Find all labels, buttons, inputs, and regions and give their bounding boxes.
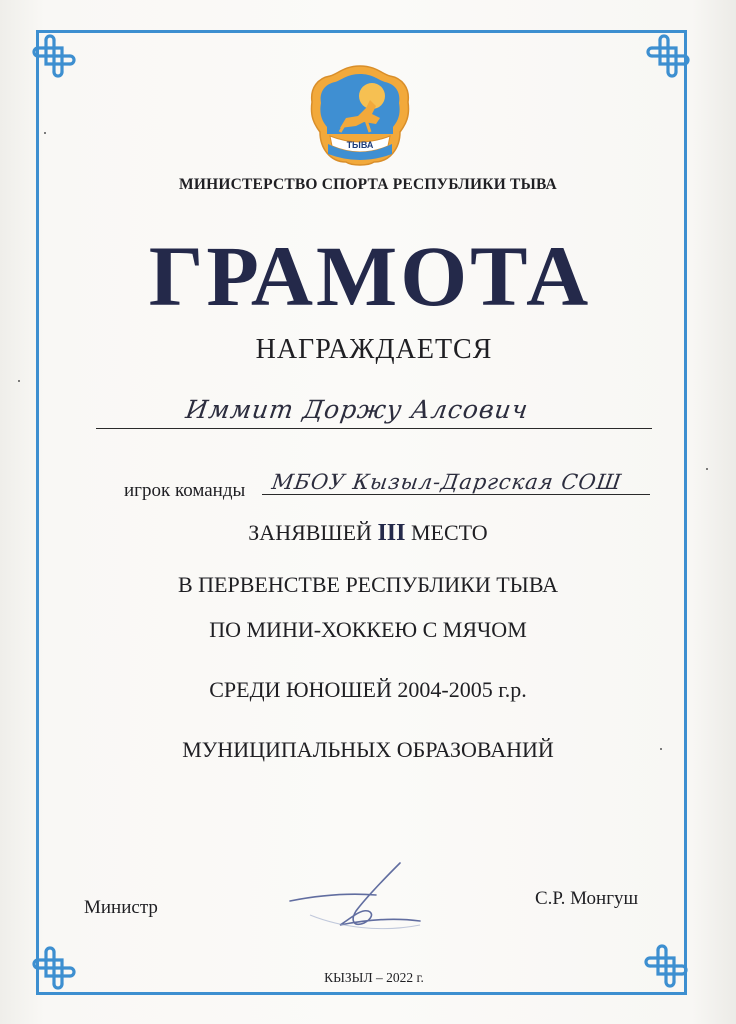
place-number: III <box>377 520 406 546</box>
championship-line: В ПЕРВЕНСТВЕ РЕСПУБЛИКИ ТЫВА <box>177 572 559 597</box>
sport-line: ПО МИНИ-ХОККЕЮ С МЯЧОМ <box>209 617 527 642</box>
blue-border-frame <box>36 30 687 995</box>
paper-speck <box>44 132 46 134</box>
tuva-emblem <box>306 62 414 170</box>
team-underline <box>262 494 650 495</box>
place-prefix: ЗАНЯВШЕЙ <box>248 520 372 545</box>
certificate-title: ГРАМОТА <box>148 228 592 324</box>
place-suffix: МЕСТО <box>410 520 488 545</box>
team-label: игрок команды <box>124 480 246 501</box>
paper-speck <box>706 468 708 470</box>
endless-knot-icon <box>32 34 76 78</box>
paper-speck <box>660 748 662 750</box>
city-year: КЫЗЫЛ – 2022 г. <box>324 970 424 985</box>
recipient-name: Иммит Доржу Алсович <box>183 395 531 424</box>
minister-label: Министр <box>84 897 158 918</box>
ministry-name: МИНИСТЕРСТВО СПОРТА РЕСПУБЛИКИ ТЫВА <box>179 176 557 193</box>
place-line <box>0 520 736 547</box>
name-underline <box>96 428 652 429</box>
emblem-label: ТЫВА <box>346 140 374 150</box>
awarded-heading: НАГРАЖДАЕТСЯ <box>255 334 493 365</box>
municipal-line: МУНИЦИПАЛЬНЫХ ОБРАЗОВАНИЙ <box>182 737 554 762</box>
signature <box>280 855 430 945</box>
paper-speck <box>18 380 20 382</box>
team-name: МБОУ Кызыл-Даргская СОШ <box>270 470 624 494</box>
age-group-line: СРЕДИ ЮНОШЕЙ 2004-2005 г.р. <box>209 677 527 702</box>
signatory-name: С.Р. Монгуш <box>535 888 639 909</box>
endless-knot-icon <box>646 34 690 78</box>
